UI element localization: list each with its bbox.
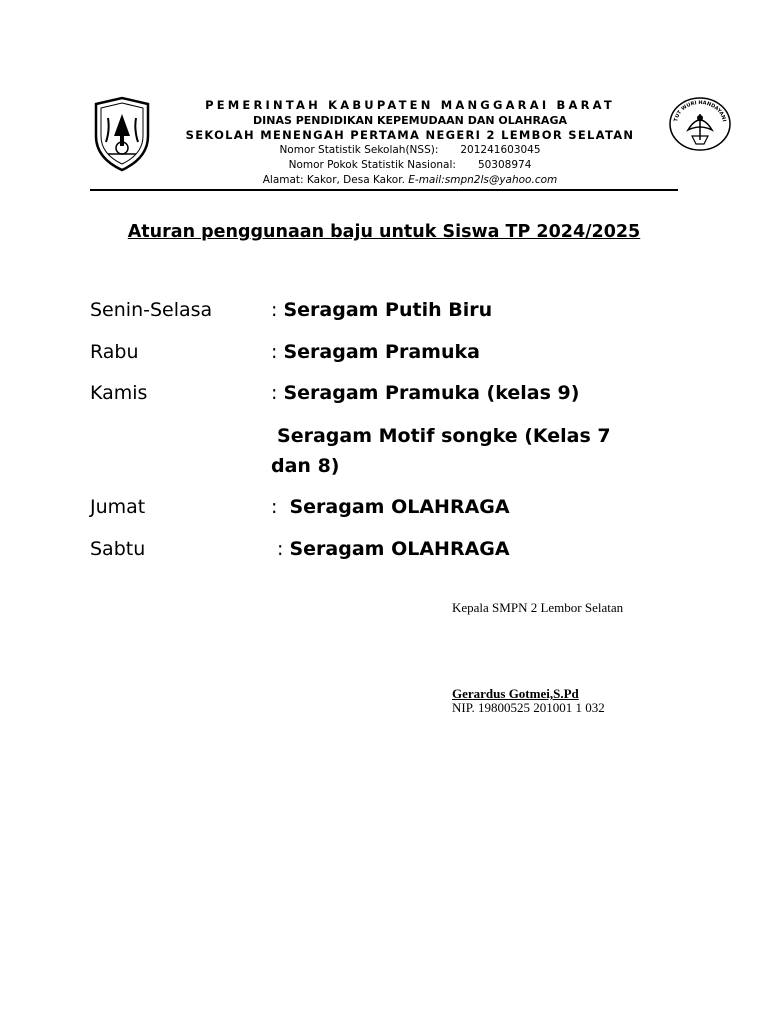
nss-label: Nomor Statistik Sekolah(NSS): <box>279 144 439 156</box>
document-title: Aturan penggunaan baju untuk Siswa TP 2024/2025 <box>127 222 641 242</box>
schedule-value <box>271 492 510 522</box>
schedule-uniform: Seragam OLAHRAGA <box>289 538 510 560</box>
letterhead <box>160 98 660 188</box>
npsn-label: Nomor Pokok Statistik Nasional: <box>288 159 456 171</box>
schedule-uniform: Seragam OLAHRAGA <box>289 496 510 518</box>
schedule-uniform: Seragam Motif songke (Kelas 7 dan 8) <box>271 425 611 477</box>
schedule-day: Kamis <box>90 382 148 404</box>
address: Alamat: Kakor, Desa Kakor. <box>262 174 405 186</box>
schedule-colon: : <box>271 538 290 560</box>
schedule-colon: : <box>271 382 284 404</box>
schedule-value <box>271 534 510 564</box>
schedule-day: Sabtu <box>90 538 146 560</box>
signatory-name: Gerardus Gotmei,S.Pd <box>452 686 579 701</box>
schedule-uniform: Seragam Pramuka (kelas 9) <box>283 382 580 404</box>
school-name: SEKOLAH MENENGAH PERTAMA NEGERI 2 LEMBOR SELATAN <box>185 128 635 142</box>
government-name: PEMERINTAH KABUPATEN MANGGARAI BARAT <box>205 98 615 112</box>
nss-line <box>160 143 660 158</box>
department-name: DINAS PENDIDIKAN KEPEMUDAAN DAN OLAHRAGA <box>253 114 567 127</box>
schedule-colon: : <box>271 299 284 321</box>
schedule-day: Jumat <box>90 496 146 518</box>
schedule-value <box>271 295 492 325</box>
signatory-role: Kepala SMPN 2 Lembor Selatan <box>452 600 624 615</box>
schedule-day: Senin-Selasa <box>90 299 213 321</box>
schedule-uniform: Seragam Putih Biru <box>283 299 493 321</box>
schedule-colon: : <box>271 496 290 518</box>
address-line <box>160 173 660 188</box>
nss-value: 201241603045 <box>460 144 541 156</box>
npsn-value: 50308974 <box>477 159 532 171</box>
signatory-nip: NIP. 19800525 201001 1 032 <box>452 700 605 715</box>
schedule-value <box>271 337 480 367</box>
tut-wuri-handayani-icon <box>668 96 732 152</box>
svg-text:TUT WURI HANDAYANI: TUT WURI HANDAYANI <box>673 99 727 123</box>
npsn-line <box>160 158 660 173</box>
email: E-mail:smpn2ls@yahoo.com <box>408 174 558 186</box>
schedule-day: Rabu <box>90 341 139 363</box>
schedule-value <box>271 378 579 408</box>
letterhead-divider <box>90 189 678 191</box>
schedule-colon: : <box>271 341 284 363</box>
schedule-uniform: Seragam Pramuka <box>283 341 480 363</box>
schedule-value <box>271 421 651 481</box>
regency-crest-icon <box>90 96 154 172</box>
